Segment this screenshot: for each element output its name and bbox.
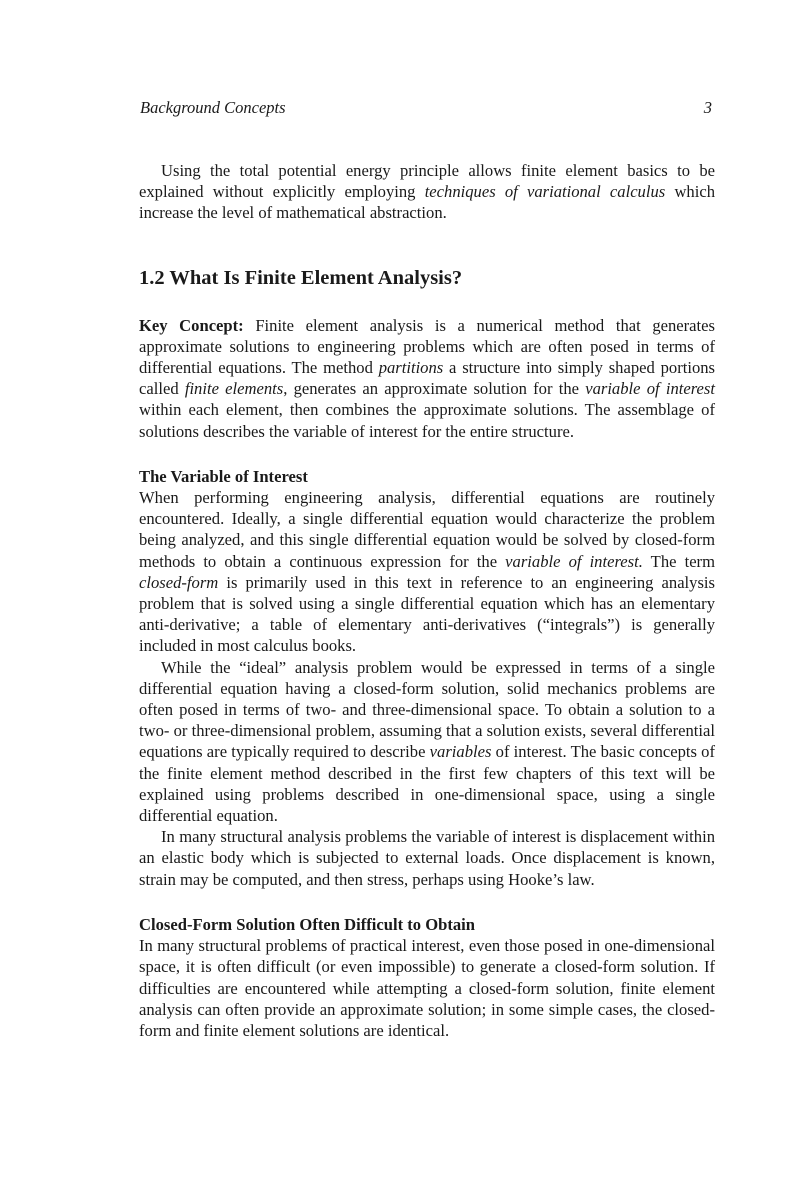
voi-p1-italic-1: variable of interest.	[505, 551, 643, 571]
voi-p1-text-2: The term	[642, 551, 715, 571]
key-concept-italic-1: partitions	[378, 358, 444, 378]
running-header	[140, 98, 712, 120]
intro-text-1: Using the total potential energy principle allows finite element basics to be explained without explicitly employing	[139, 161, 715, 202]
running-title: Background Concepts	[140, 98, 286, 117]
voi-paragraph-2	[139, 657, 715, 827]
voi-p1-italic-2: closed-form	[139, 572, 219, 592]
key-concept-text-3: , generates an approximate solution for the	[283, 379, 586, 399]
voi-p2-text-1: While the “ideal” analysis problem would be expressed in terms of a single differential equation having a closed-form solution, solid mechanics problems are often posed in terms of two- and three-dimensional space. To obtain a solution to a two- or three-dimensional problem, assuming that a solution exists, several differential equations are typically required to describe	[139, 657, 715, 762]
voi-p2-text-2: of interest. The basic concepts of the finite element method described in the first few chapters of this text will be explained using problems described in one-dimensional space, using a single differential equation.	[139, 742, 715, 826]
key-concept-text-2: a structure into simply shaped portions called	[139, 358, 715, 399]
voi-paragraph-3: In many structural analysis problems the variable of interest is displacement within an elastic body which is subjected to external loads. Once displacement is known, strain may be computed, and then stress, perhaps using Hooke’s law.	[139, 827, 715, 889]
section-heading: 1.2 What Is Finite Element Analysis?	[139, 266, 463, 289]
voi-p1-text-1: When performing engineering analysis, differential equations are routinely encountered. Ideally, a single differential equation would characterize the problem being analyzed, and this single differential equation would be solved by closed-form methods to obtain a continuous expression for the	[139, 488, 715, 571]
closed-form-paragraph: In many structural problems of practical interest, even those posed in one-dimensional space, it is often difficult (or even impossible) to generate a closed-form solution. If difficulties are encountered while attempting a closed-form solution, finite element analysis can often provide an approximate solution; in some simple cases, the closed-form and finite element solutions are identical.	[139, 936, 715, 1040]
voi-paragraph-1	[139, 487, 715, 657]
intro-text-2: which increase the level of mathematical abstraction.	[139, 182, 715, 223]
key-concept-text-1: Finite element analysis is a numerical method that generates approximate solutions to engineering problems which are often posed in terms of differential equations. The method	[139, 315, 715, 378]
key-concept-italic-2: finite elements	[184, 379, 284, 399]
voi-p1-text-3: is primarily used in this text in reference to an engineering analysis problem that is solved using a single differential equation which has an elementary anti-derivative; a table of elementary anti-derivatives (“integrals”) is generally included in most calculus books.	[139, 572, 715, 656]
key-concept-text-4: within each element, then combines the approximate solutions. The assemblage of solutions describes the variable of interest for the entire structure.	[139, 400, 715, 441]
intro-paragraph	[139, 160, 715, 224]
key-concept-label: Key Concept:	[139, 315, 244, 335]
page-number: 3	[703, 98, 712, 117]
intro-italic-1: techniques of variational calculus	[424, 182, 666, 202]
key-concept-paragraph	[139, 315, 715, 442]
page-body	[139, 160, 715, 1041]
voi-p2-italic-1: variables	[429, 742, 492, 762]
subheading-closed-form: Closed-Form Solution Often Difficult to Obtain	[139, 914, 476, 934]
subheading-variable-of-interest: The Variable of Interest	[139, 466, 308, 486]
key-concept-italic-3: variable of interest	[585, 379, 715, 399]
